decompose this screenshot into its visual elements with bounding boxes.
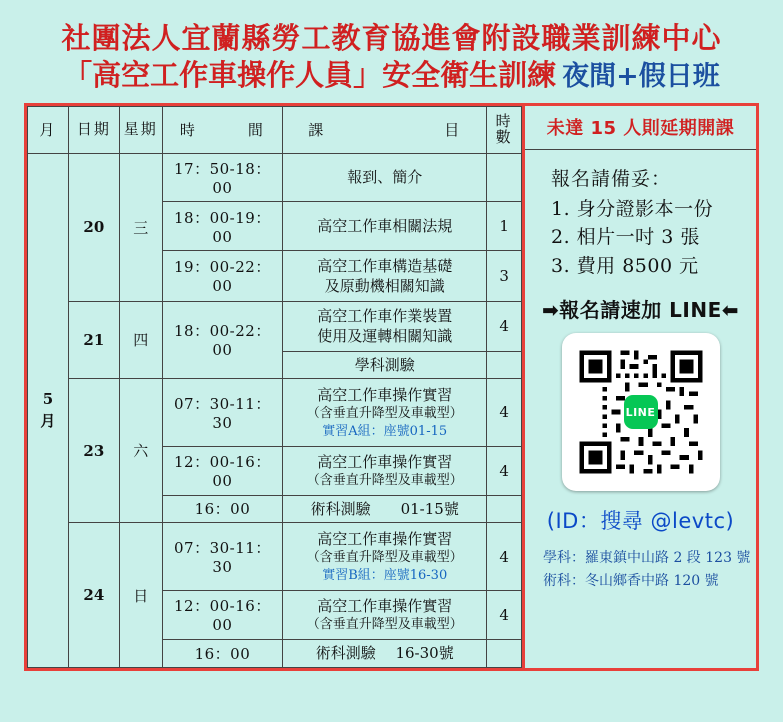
line-qr-code[interactable] [562,333,720,491]
cell-weekday-23: 六 [119,379,162,523]
requirement-item: 3. 費用 8500 元 [551,254,699,277]
cell-subject [283,379,487,447]
subject-line-3: 實習A組：座號01-15 [322,423,448,439]
subject-line-2: （含垂直升降型及車載型） [306,472,463,488]
cell-time: 18：00-22：00 [162,301,282,378]
schedule-table [27,106,522,668]
cell-hours [487,639,522,667]
table-header-row [28,106,522,153]
cell-month [28,153,69,667]
organization-title: 社團法人宜蘭縣勞工教育協進會附設職業訓練中心 [61,21,722,55]
cell-subject [283,591,487,640]
subject-line-1: 高空工作車操作實習 [317,452,453,471]
cell-weekday-21: 四 [119,301,162,378]
cell-time: 16：00 [162,495,282,523]
month-number: 5 [42,389,54,408]
table-row [28,301,522,351]
header-time: 時 間 [162,106,282,153]
cell-hours [487,352,522,379]
cell-hours: 4 [487,301,522,351]
table-row [28,379,522,447]
table-row [28,523,522,591]
cell-hours: 4 [487,446,522,495]
subject-line-2: （含垂直升降型及車載型） [306,550,463,566]
cell-subject: 術科測驗 01-15號 [283,495,487,523]
cell-time: 07：30-11：30 [162,379,282,447]
cell-subject: 術科測驗 16-30號 [283,639,487,667]
cell-weekday-20: 三 [119,153,162,301]
cell-hours: 1 [487,202,522,251]
requirements-title: 報名請備妥： [551,167,672,190]
subject-line-3: 實習B組：座號16-30 [322,567,448,583]
cell-subject [283,251,487,301]
cell-date-24: 24 [68,523,119,667]
cell-date-21: 21 [68,301,119,378]
cell-time: 12：00-16：00 [162,446,282,495]
info-pane [525,106,756,668]
cell-hours: 4 [487,523,522,591]
subject-line-2: 使用及運轉相關知識 [317,327,453,346]
cell-weekday-24: 日 [119,523,162,667]
cell-date-23: 23 [68,379,119,523]
poster-title-block [10,22,773,93]
cell-subject [283,446,487,495]
line-id-label: (ID：搜尋 @levtc) [546,509,735,534]
header-date: 日期 [68,106,119,153]
requirements-block [525,150,756,281]
cell-time: 19：00-22：00 [162,251,282,301]
line-cta-label: ➡報名請速加 LINE⬅ [541,298,740,323]
cell-date-20: 20 [68,153,119,301]
address-theory: 學科：羅東鎮中山路 2 段 123 號 [543,550,751,567]
cell-subject [283,523,487,591]
address-block [525,547,756,592]
cell-subject [283,301,487,351]
cell-time: 16：00 [162,639,282,667]
course-title-row [10,59,773,92]
minimum-enrollment-notice: 未達 15 人則延期開課 [525,106,756,150]
line-logo-icon: LINE [624,395,658,429]
header-month: 月 [28,106,69,153]
header-hours: 時數 [487,106,522,153]
class-type-label: 夜間+假日班 [562,61,720,93]
cell-hours: 4 [487,591,522,640]
cell-time: 17：50-18：00 [162,153,282,202]
cell-time: 18：00-19：00 [162,202,282,251]
cell-subject: 高空工作車相關法規 [283,202,487,251]
cell-hours [487,153,522,202]
subject-line-2: 及原動機相關知識 [324,276,445,295]
cell-time: 07：30-11：30 [162,523,282,591]
requirement-item: 1. 身分證影本一份 [551,197,714,220]
header-subject: 課 目 [283,106,487,153]
content-frame [24,103,759,671]
course-title: 「高空工作車操作人員」安全衛生訓練 [63,58,557,93]
schedule-pane [27,106,525,668]
subject-line-2: （含垂直升降型及車載型） [306,405,463,421]
header-weekday: 星期 [119,106,162,153]
requirement-item: 2. 相片一吋 3 張 [551,226,700,249]
subject-line-1: 高空工作車操作實習 [317,597,453,616]
cell-hours: 3 [487,251,522,301]
subject-line-1: 高空工作車操作實習 [317,385,453,404]
subject-line-2: （含垂直升降型及車載型） [306,617,463,633]
cell-hours [487,495,522,523]
subject-line-1: 高空工作車操作實習 [317,530,453,549]
cell-time: 12：00-16：00 [162,591,282,640]
table-row [28,153,522,202]
subject-line-1: 高空工作車作業裝置 [317,307,453,326]
cell-subject: 學科測驗 [283,352,487,379]
subject-line-1: 高空工作車構造基礎 [317,256,453,275]
cell-hours: 4 [487,379,522,447]
address-practical: 術科：冬山鄉香中路 120 號 [543,572,719,589]
month-unit: 月 [40,412,56,431]
cell-subject: 報到、簡介 [283,153,487,202]
